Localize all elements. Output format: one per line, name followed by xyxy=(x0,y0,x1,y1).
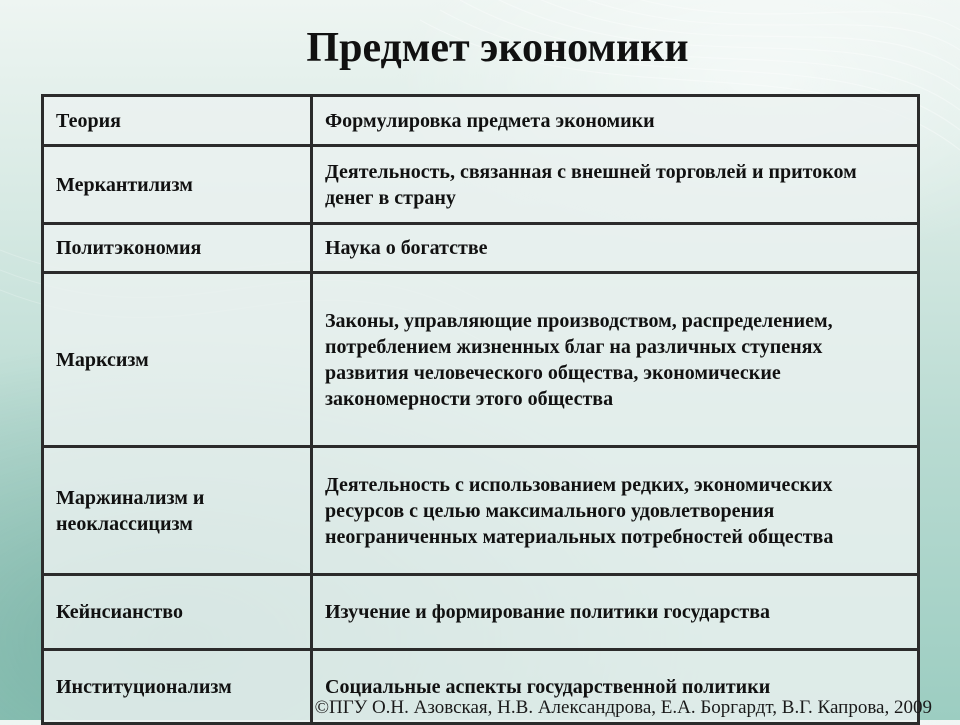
formulation-cell: Деятельность с использованием редких, экономических ресурсов с целью максимального удовлетворения неограниченных материальных потребностей общества xyxy=(312,447,919,575)
theory-cell: Институционализм xyxy=(43,650,312,724)
table-row xyxy=(43,146,919,224)
theory-cell: Кейнсианство xyxy=(43,575,312,650)
table-header-row xyxy=(43,96,919,146)
theory-cell: Политэкономия xyxy=(43,224,312,273)
formulation-cell: Наука о богатстве xyxy=(312,224,919,273)
table-row xyxy=(43,224,919,273)
header-theory: Теория xyxy=(43,96,312,146)
header-formulation: Формулировка предмета экономики xyxy=(312,96,919,146)
theory-cell: Маржинализм и неоклассицизм xyxy=(43,447,312,575)
copyright-footer: ©ПГУ О.Н. Азовская, Н.В. Александрова, Е.А. Боргардт, В.Г. Капрова, 2009 xyxy=(314,697,932,718)
table-row xyxy=(43,447,919,575)
theory-cell: Марксизм xyxy=(43,273,312,447)
table-row xyxy=(43,575,919,650)
theory-cell: Меркантилизм xyxy=(43,146,312,224)
formulation-cell: Социальные аспекты государственной политики xyxy=(312,650,919,724)
formulation-cell: Деятельность, связанная с внешней торговлей и притоком денег в страну xyxy=(312,146,919,224)
economics-subject-table xyxy=(41,94,920,725)
slide-title: Предмет экономики xyxy=(306,25,689,71)
formulation-cell: Изучение и формирование политики государства xyxy=(312,575,919,650)
formulation-cell: Законы, управляющие производством, распределением, потреблением жизненных благ на различных ступенях развития человеческого общества, экономические закономерности этого общества xyxy=(312,273,919,447)
table-row xyxy=(43,273,919,447)
